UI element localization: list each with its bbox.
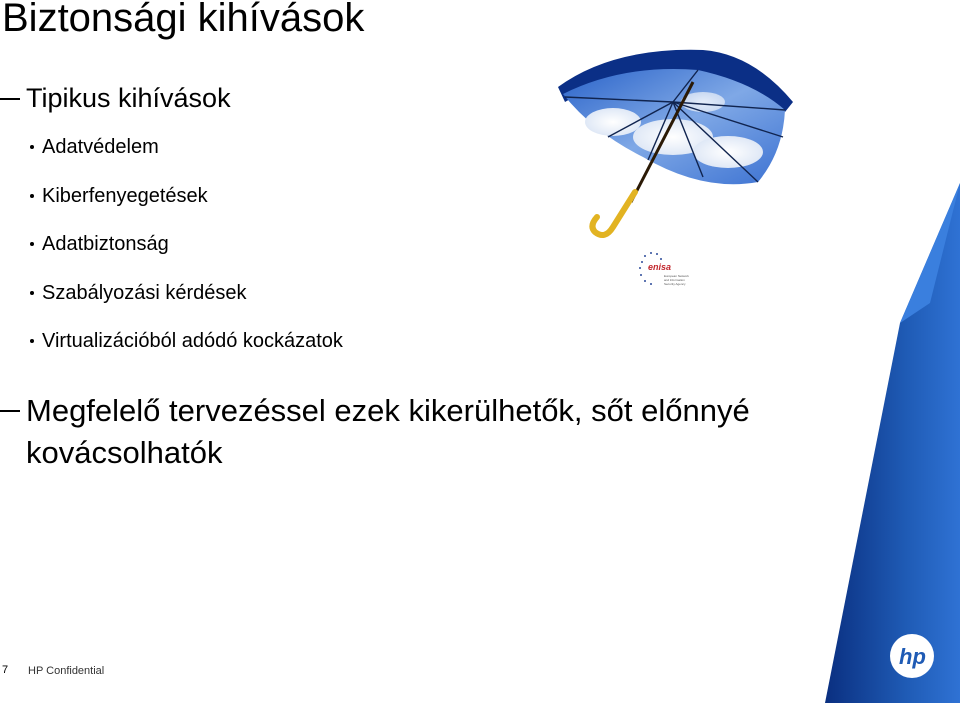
- bullet-item: [28, 329, 343, 353]
- enisa-text: enisa: [648, 262, 672, 272]
- dash-marker: [0, 410, 20, 412]
- bullet-text: Szabályozási kérdések: [42, 281, 247, 304]
- bullet-text: Adatbiztonság: [42, 233, 169, 255]
- bullet-text: Kiberfenyegetések: [42, 184, 208, 207]
- dash-marker: [0, 98, 20, 100]
- bullet-dot: [30, 339, 34, 343]
- bullet-text: Adatvédelem: [42, 136, 159, 158]
- page-number: 7: [2, 664, 9, 676]
- section-heading-text-line2: kovácsolhatók: [26, 435, 223, 470]
- section-heading-text: Tipikus kihívások: [26, 83, 231, 113]
- section-heading-text-line1: Megfelelő tervezéssel ezek kikerülhetők, sőt előnnyé: [26, 393, 750, 428]
- challenge-bullet-list: [28, 135, 343, 378]
- bullet-text: Virtualizációból adódó kockázatok: [42, 330, 343, 352]
- bullet-dot: [30, 242, 34, 246]
- hp-logo-text: hp: [899, 644, 926, 669]
- umbrella-image: [553, 42, 803, 247]
- svg-text:European Network: European Network: [664, 274, 689, 278]
- bullet-dot: [30, 194, 34, 198]
- bullet-dot: [30, 291, 34, 295]
- bullet-item: [28, 281, 343, 305]
- bullet-item: [28, 135, 343, 159]
- hp-logo: [888, 632, 936, 680]
- slide-title: Biztonsági kihívások: [2, 0, 365, 40]
- enisa-logo: [636, 250, 698, 288]
- decorative-blue-stripe: [820, 183, 960, 703]
- section-heading-typical-challenges: [0, 82, 231, 114]
- bullet-item: [28, 232, 343, 256]
- svg-text:and Information: and Information: [664, 278, 685, 282]
- bullet-item: [28, 184, 343, 208]
- section-heading-planning: [0, 390, 750, 474]
- bullet-dot: [30, 145, 34, 149]
- confidential-label: HP Confidential: [28, 665, 105, 677]
- svg-text:Security Agency: Security Agency: [664, 282, 686, 286]
